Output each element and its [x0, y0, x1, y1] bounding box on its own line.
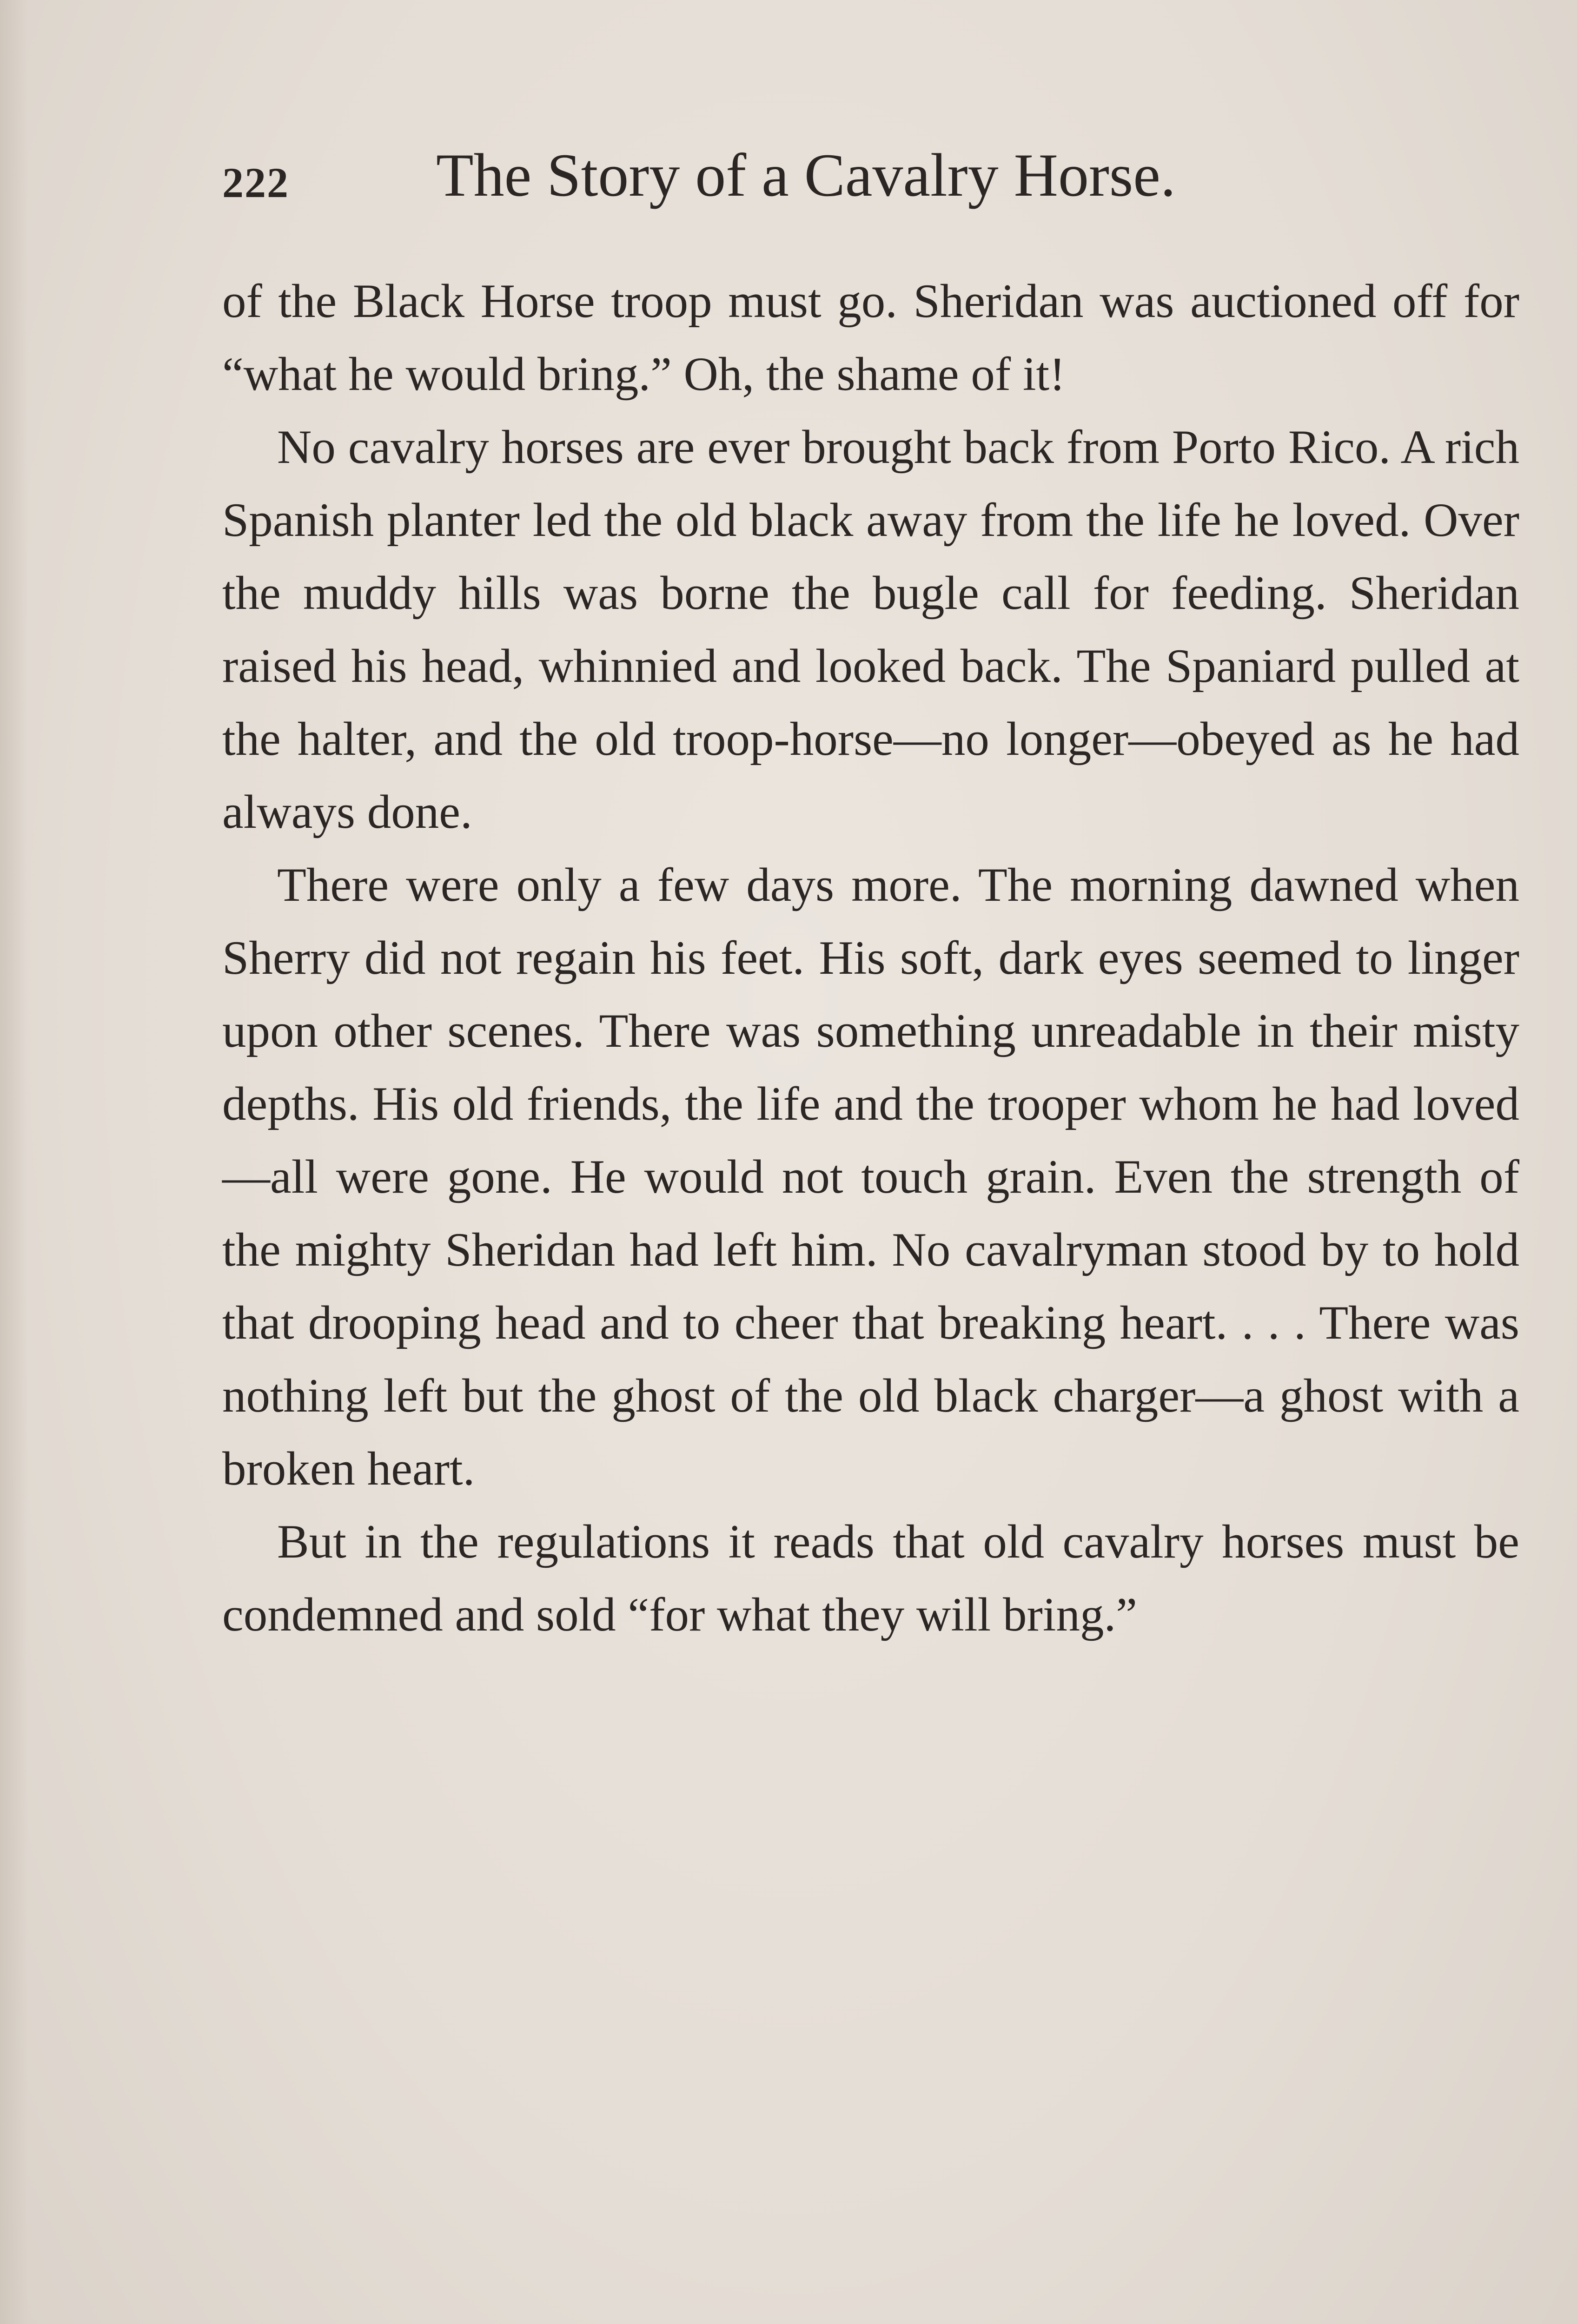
paragraph: But in the regulations it reads that old cavalry horses must be condemned and sold “for what they will bring.” — [222, 1515, 1519, 1641]
paragraph: There were only a few days more. The morning dawned when Sherry did not regain his feet. His soft, dark eyes seemed to linger upon other scenes. There was something unreadable in their misty depths. His old friends, the life and the trooper whom he had loved—all were gone. He would not touch grain. Even the strength of the mighty Sheridan had left him. No cavalryman stood by to hold that drooping head and to cheer that breaking heart. . . . There was nothing left but the ghost of the old black charger—a ghost with a broken heart. — [222, 858, 1519, 1495]
running-title: The Story of a Cavalry Horse. — [436, 141, 1176, 209]
paragraph-continuation: of the Black Horse troop must go. Sheridan was auctioned off for “what he would bring.” Oh, the shame of it! — [222, 275, 1519, 401]
page-header — [222, 139, 1338, 223]
paragraph: No cavalry horses are ever brought back from Porto Rico. A rich Spanish planter led the old black away from the life he loved. Over the muddy hills was borne the bugle call for feeding. Sheridan raised his head, whinnied and looked back. The Spaniard pulled at the halter, and the old troop-horse—no longer—obeyed as he had always done. — [222, 421, 1519, 838]
body-text — [222, 265, 1519, 1651]
page-number: 222 — [222, 159, 289, 206]
page-edge-shadow — [0, 0, 28, 2324]
